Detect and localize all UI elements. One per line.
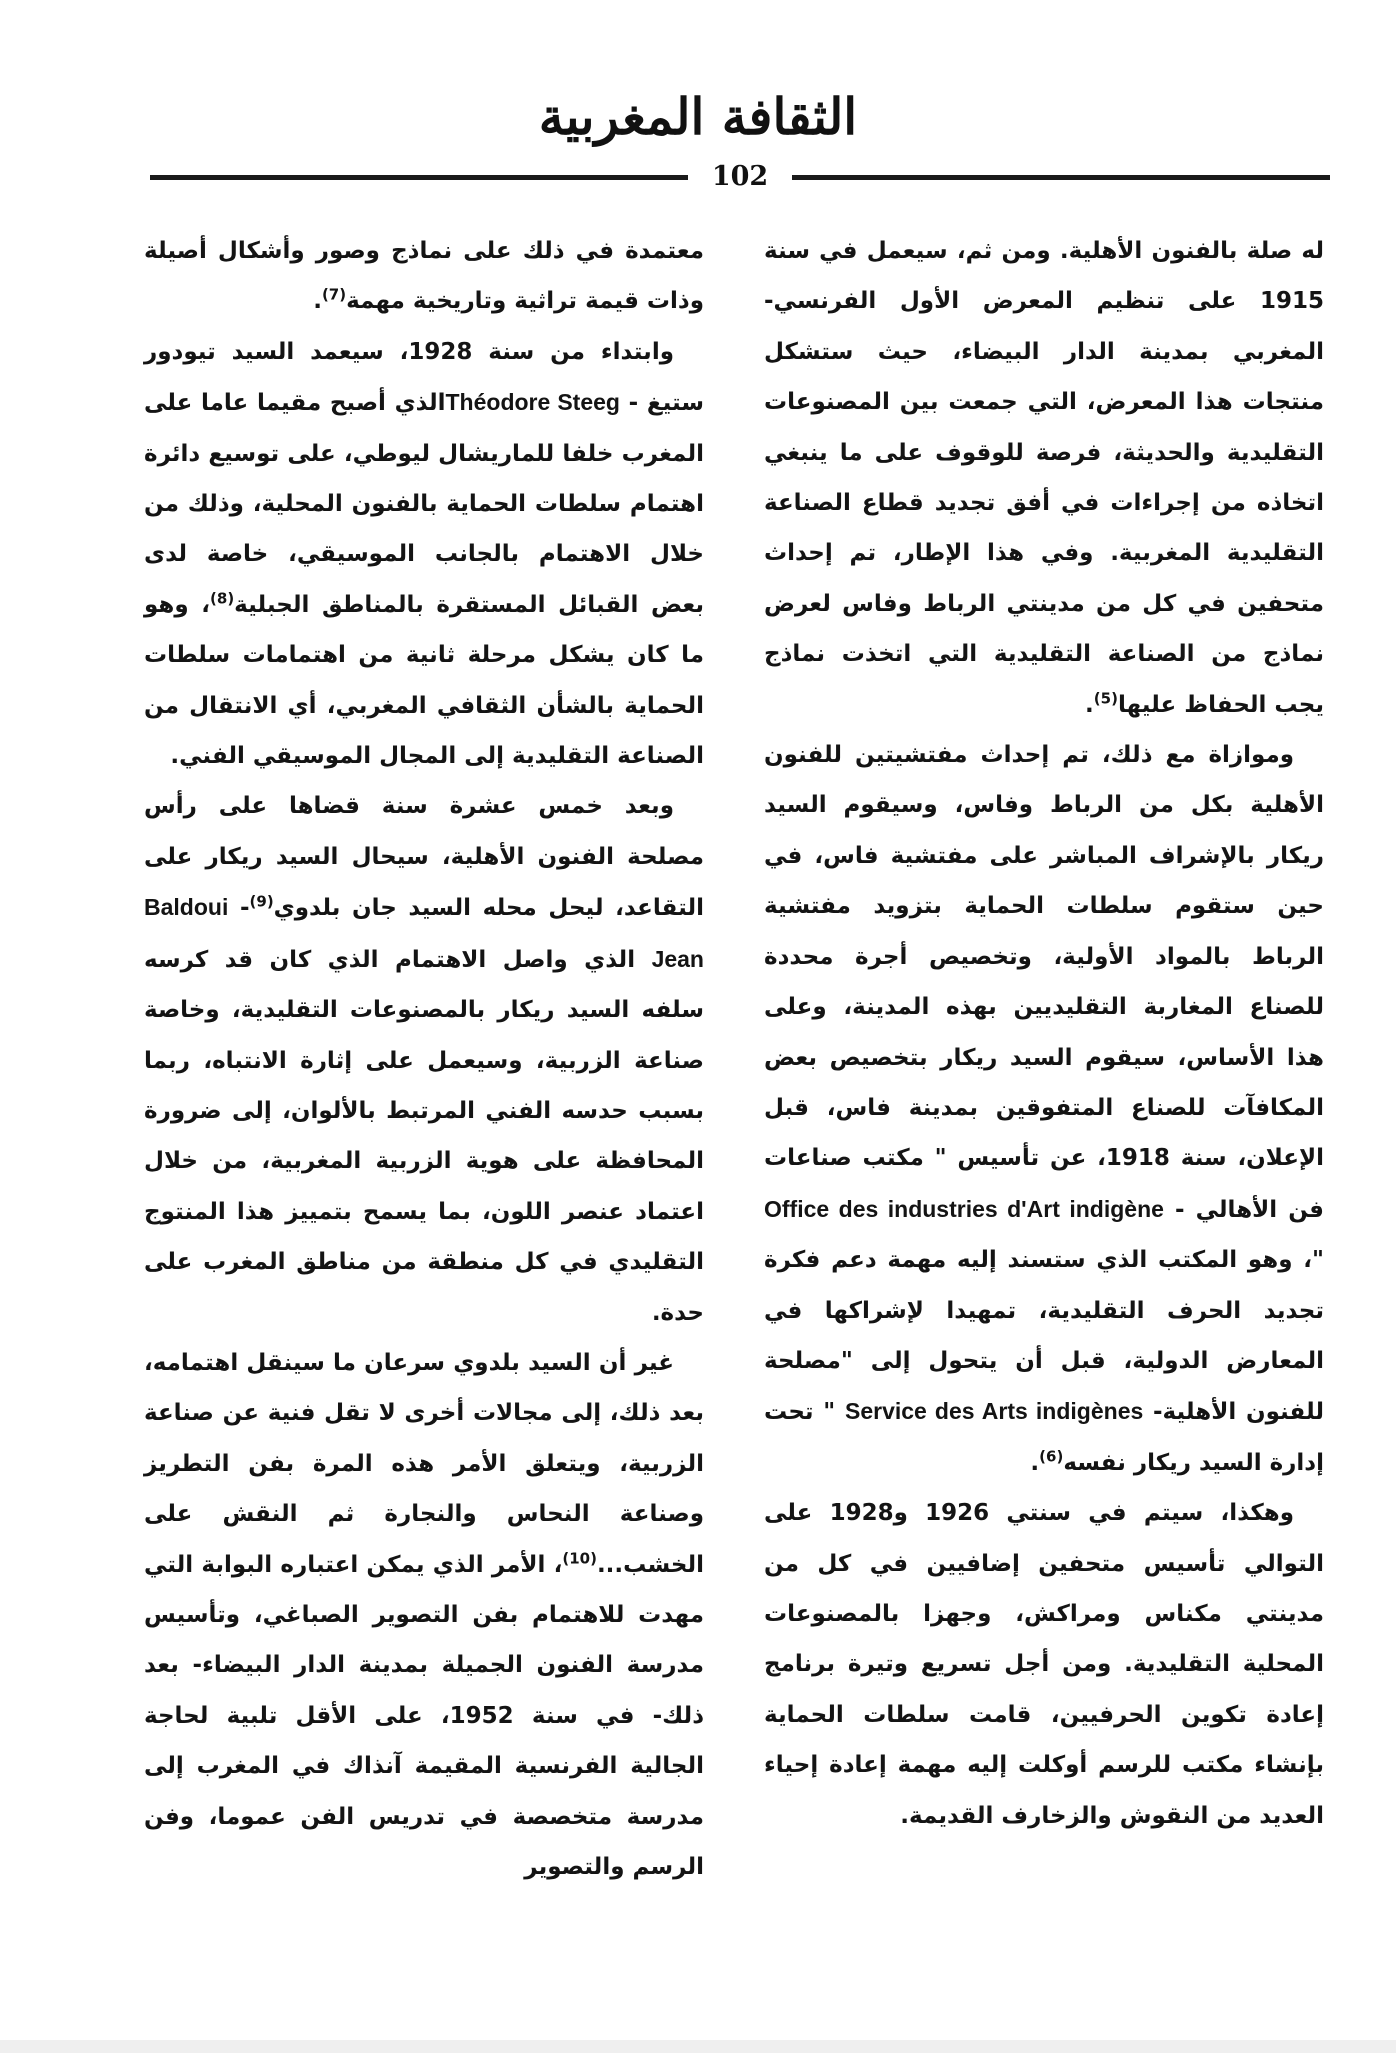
footnote-ref-8: (8) [210, 589, 235, 608]
rule-left [150, 175, 688, 180]
left-paragraph-4: غير أن السيد بلدوي سرعان ما سينقل اهتمامه، بعد ذلك، إلى مجالات أخرى لا تقل فنية عن صناعة الزربية، ويتعلق الأمر هذه المرة بفن التطريز وصناعة النحاس والنجارة ثم النقش على الخشب...$^{(10)}$، الأمر الذي يمكن اعتباره البوابة التي مهدت للاهتمام بفن التصوير الصباغي، وتأسيس مدرسة الفنون الجميلة بمدينة الدار البيضاء- بعد ذلك- في سنة 1952، على الأقل تلبية لحاجة الجالية الفرنسية المقيمة آنذاك في المغرب إلى مدرسة متخصصة في تدريس الفن عموما، وفن الرسم والتصوير [144, 1349, 704, 1880]
left-paragraph-3: وبعد خمس عشرة سنة قضاها على رأس مصلحة الفنون الأهلية، سيحال السيد ريكار على التقاعد، ليحل محله السيد جان بلدوي$^{(9)}$- Baldoui Jean الذي واصل الاهتمام الذي كان قد كرسه سلفه السيد ريكار بالمصنوعات التقليدية، وخاصة صناعة الزربية، وسيعمل على إثارة الانتباه، ربما بسبب حدسه الفني المرتبط بالألوان، إلى ضرورة المحافظة على هوية الزربية المغربية، من خلال اعتماد عنصر اللون، بما يسمح بتمييز هذا المنتوج التقليدي في كل منطقة من مناطق المغرب على حدة. [144, 793, 704, 1326]
latin-term: Théodore Steeg [445, 389, 620, 416]
page-header [0, 87, 1396, 146]
left-column [144, 226, 704, 1892]
latin-term: Baldoui Jean [144, 894, 704, 972]
header-rule [150, 159, 1330, 195]
right-column [764, 226, 1324, 1841]
right-paragraph-3: وهكذا، سيتم في سنتي 1926 و1928 على التوالي تأسيس متحفين إضافيين في كل من مدينتي مكناس ومراكش، وجهزا بالمصنوعات المحلية التقليدية. ومن أجل تسريع وتيرة برنامج إعادة تكوين الحرفيين، قامت سلطات الحماية بإنشاء مكتب للرسم أوكلت إليه مهمة إعادة إحياء العديد من النقوش والزخارف القديمة. [764, 1500, 1324, 1829]
page-edge [0, 2040, 1396, 2053]
footnote-ref-5: (5) [1093, 689, 1118, 707]
left-paragraph-1: معتمدة في ذلك على نماذج وصور وأشكال أصيلة وذات قيمة تراثية وتاريخية مهمة$^{(7)}$. [144, 238, 704, 315]
left-paragraph-2: وابتداء من سنة 1928، سيعمد السيد تيودور ستيغ - Théodore Steegالذي أصبح مقيما عاما على المغرب خلفا للماريشال ليوطي، على توسيع دائرة اهتمام سلطات الحماية بالفنون المحلية، وذلك من خلال الاهتمام بالجانب الموسيقي، خاصة لدى بعض القبائل المستقرة بالمناطق الجبلية$^{(8)}$، وهو ما كان يشكل مرحلة ثانية من اهتمامات سلطات الحماية بالشأن الثقافي المغربي، أي الانتقال من الصناعة التقليدية إلى المجال الموسيقي الفني. [144, 338, 704, 770]
footnote-ref-10: (10) [562, 1548, 597, 1567]
right-paragraph-1: له صلة بالفنون الأهلية. ومن ثم، سيعمل في سنة 1915 على تنظيم المعرض الأول الفرنسي- المغربي بمدينة الدار البيضاء، حيث ستشكل منتجات هذا المعرض، التي جمعت بين المصنوعات التقليدية والحديثة، فرصة للوقوف على ما ينبغي اتخاذه من إجراءات في أفق تجديد قطاع الصناعة التقليدية المغربية. وفي هذا الإطار، تم إحداث متحفين في كل من مدينتي الرباط وفاس لعرض نماذج من الصناعة التقليدية التي اتخذت نماذج يجب الحفاظ عليها$^{(5)}$. [764, 238, 1324, 718]
footnote-ref-7: (7) [321, 285, 347, 304]
rule-right [792, 175, 1330, 180]
footnote-ref-6: (6) [1039, 1447, 1064, 1466]
right-paragraph-2: وموازاة مع ذلك، تم إحداث مفتشيتين للفنون الأهلية بكل من الرباط وفاس، وسيقوم السيد ريكار بالإشراف المباشر على مفتشية فاس، في حين ستقوم سلطات الحماية بتزويد مفتشية الرباط بالمواد الأولية، وتخصيص أجرة محددة للصناع المغاربة التقليديين بهذه المدينة، وعلى هذا الأساس، سيقوم السيد ريكار بتخصيص بعض المكافآت للصناع المتفوقين بمدينة فاس، قبل الإعلان، سنة 1918، عن تأسيس " مكتب صناعات فن الأهالي - Office des industries d'Art indigène "، وهو المكتب الذي ستسند إليه مهمة دعم فكرة تجديد الحرف التقليدية، تمهيدا لإشراكها في المعارض الدولية، قبل أن يتحول إلى "مصلحة للفنون الأهلية- Service des Arts indigènes " تحت إدارة السيد ريكار نفسه$^{(6)}$. [764, 742, 1324, 1476]
page-number: 102 [711, 161, 769, 192]
page-title: الثقافة المغربية [538, 87, 858, 146]
footnote-ref-9: (9) [249, 892, 274, 911]
latin-term: Office des industries d'Art indigène [764, 1195, 1164, 1222]
latin-term: Service des Arts indigènes [844, 1398, 1144, 1425]
